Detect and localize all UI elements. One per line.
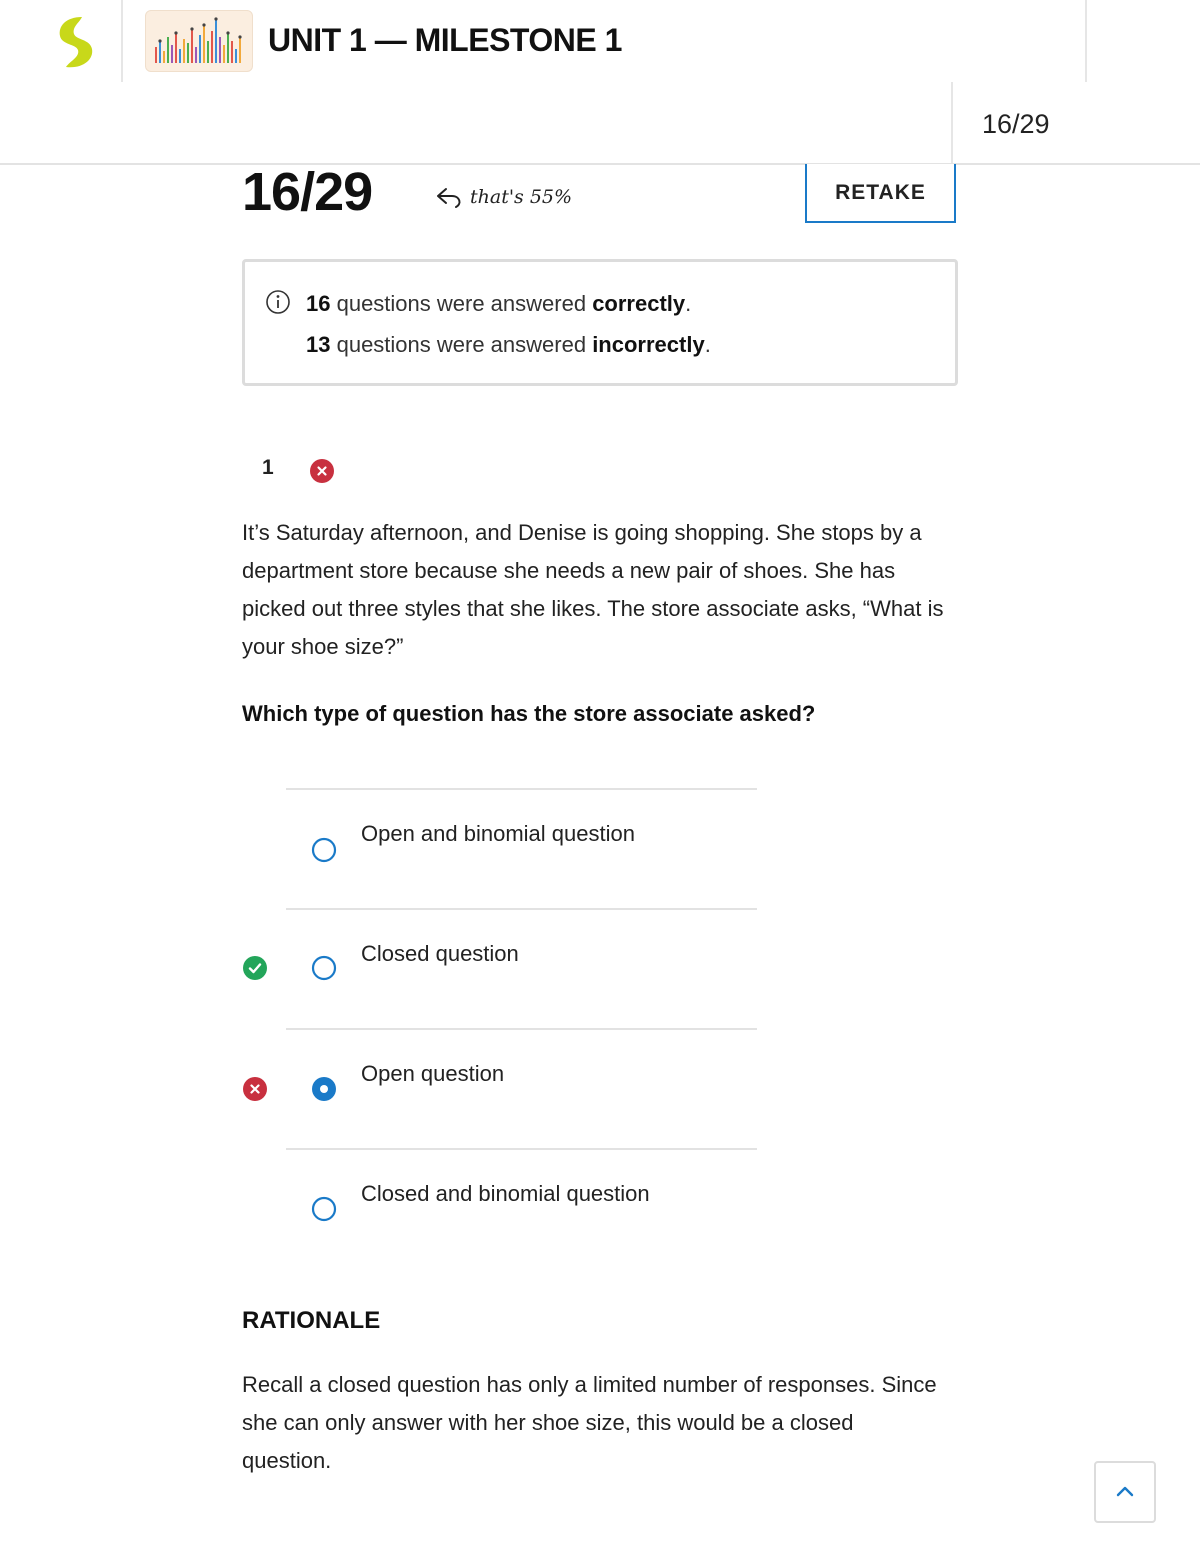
unit-thumbnail (145, 10, 253, 72)
rationale-text: Recall a closed question has only a limited number of responses. Since she can only answer with her shoe size, this would be a closed question. (242, 1372, 937, 1473)
percent-note (434, 184, 572, 210)
header-score: 16/29 (982, 109, 1050, 139)
incorrect-word: incorrectly (592, 332, 705, 357)
incorrect-icon (242, 1076, 268, 1102)
incorrect-period: . (704, 332, 711, 357)
results-summary-box (242, 259, 958, 386)
correct-period: . (685, 291, 692, 316)
subheader-divider (951, 82, 953, 165)
percent-text: that's 55% (470, 186, 573, 208)
correct-count: 16 (306, 291, 331, 316)
question-number: 1 (262, 456, 274, 479)
radio-unselected[interactable] (311, 837, 337, 863)
radio-unselected[interactable] (311, 1196, 337, 1222)
radio-unselected[interactable] (311, 955, 337, 981)
incorrect-icon (309, 458, 335, 484)
choice-label[interactable]: Open and binomial question (361, 821, 635, 846)
choice-label[interactable]: Closed question (361, 941, 519, 966)
question-prompt: It’s Saturday afternoon, and Denise is going shopping. She stops by a department store because she needs a new pair of shoes. She has picked out three styles that she likes. The store associate asks, “What is your shoe size?” (242, 520, 944, 659)
choice-label[interactable]: Closed and binomial question (361, 1181, 650, 1206)
score-total: 16/29 (242, 162, 373, 222)
incorrect-text: questions were answered (330, 332, 593, 357)
choice-label[interactable]: Open question (361, 1061, 505, 1086)
choice-divider (286, 908, 757, 910)
correct-summary (306, 291, 691, 317)
correct-text: questions were answered (330, 291, 593, 316)
incorrect-count: 13 (306, 332, 331, 357)
correct-icon (242, 955, 268, 981)
curved-arrow-icon (434, 184, 466, 210)
info-icon (265, 289, 291, 315)
choice-divider (286, 1148, 757, 1150)
unit-title: UNIT 1 — MILESTONE 1 (268, 22, 622, 58)
choice-divider (286, 1028, 757, 1030)
header-divider (121, 0, 123, 82)
retake-button[interactable]: RETAKE (805, 164, 956, 223)
subheader-bottom-border (0, 163, 1200, 165)
chevron-up-icon (1113, 1480, 1137, 1504)
correct-word: correctly (592, 291, 686, 316)
incorrect-summary (306, 332, 711, 358)
rationale-title: RATIONALE (242, 1307, 381, 1334)
scroll-top-button[interactable] (1094, 1461, 1156, 1523)
radio-selected[interactable] (311, 1076, 337, 1102)
question-text: Which type of question has the store associate asked? (242, 701, 816, 726)
header-divider (1085, 0, 1087, 82)
choice-divider (286, 788, 757, 790)
brand-logo-icon[interactable] (52, 14, 100, 70)
